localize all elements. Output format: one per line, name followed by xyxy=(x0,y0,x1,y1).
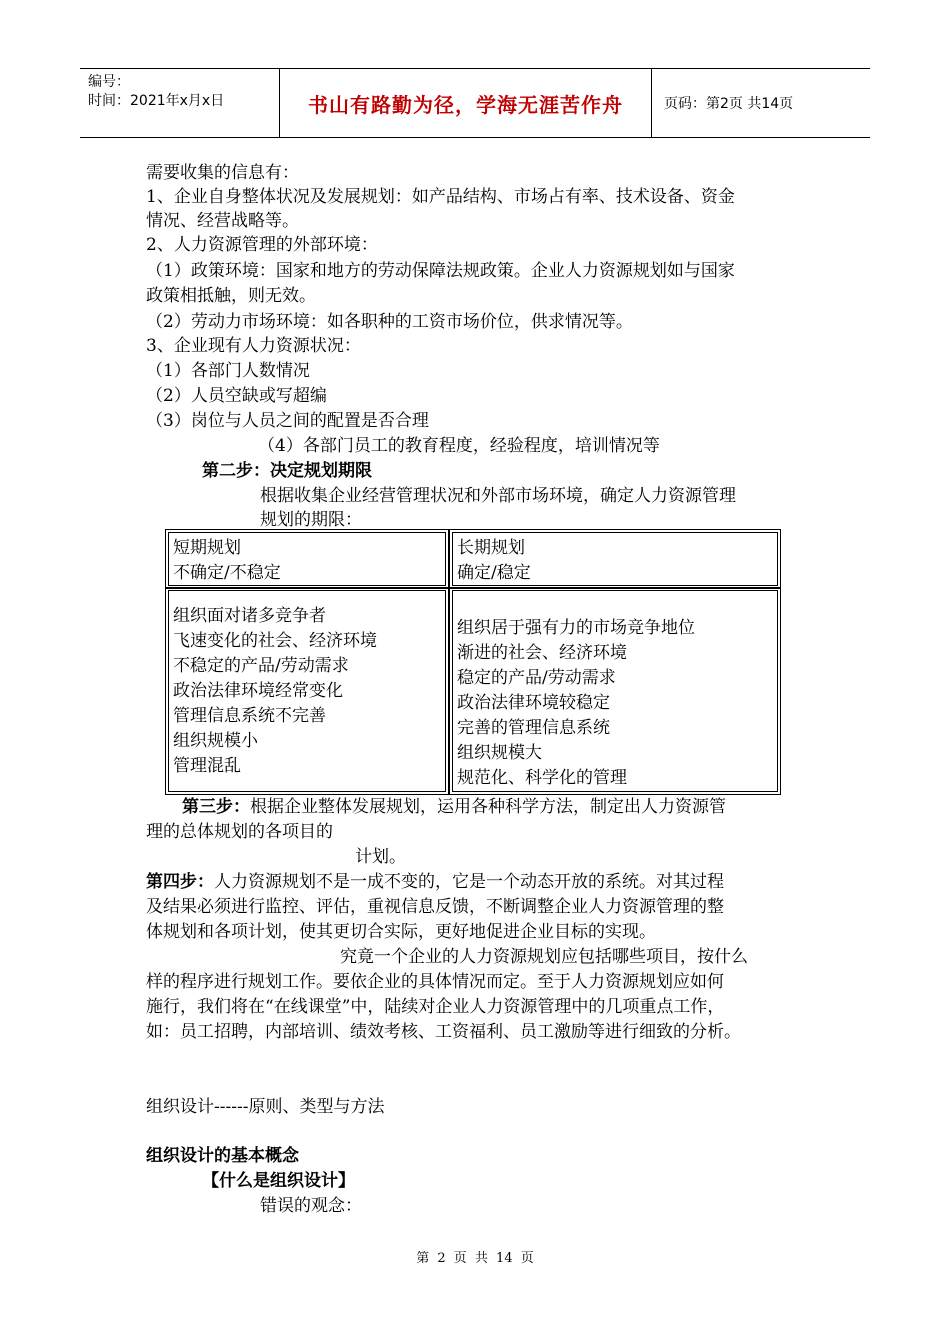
text-line: 及结果必须进行监控、评估，重视信息反馈，不断调整企业人力资源管理的整 xyxy=(146,897,724,917)
header-meta xyxy=(80,69,280,137)
list-item: 管理信息系统不完善 xyxy=(173,706,326,726)
short-term-title: 短期规划 xyxy=(173,538,241,558)
list-item: 不稳定的产品/劳动需求 xyxy=(173,656,349,676)
list-item: 稳定的产品/劳动需求 xyxy=(457,668,616,688)
text-line: 需要收集的信息有： xyxy=(146,163,299,183)
time-label: 时间：2021年x月x日 xyxy=(88,93,225,109)
text-line: 政策相抵触，则无效。 xyxy=(146,286,316,306)
header-motto: 书山有路勤为径，学海无涯苦作舟 xyxy=(280,69,652,137)
list-item: 规范化、科学化的管理 xyxy=(457,768,627,788)
text-line: （4）各部门员工的教育程度，经验程度，培训情况等 xyxy=(258,436,660,456)
list-item: 组织居于强有力的市场竞争地位 xyxy=(457,618,695,638)
number-label: 编号： xyxy=(88,74,130,90)
text-line: （1）政策环境：国家和地方的劳动保障法规政策。企业人力资源规划如与国家 xyxy=(146,261,735,281)
step-four-label: 第四步： xyxy=(146,872,214,892)
text-line: 样的程序进行规划工作。要依企业的具体情况而定。至于人力资源规划应如何 xyxy=(146,972,724,992)
list-item: 飞速变化的社会、经济环境 xyxy=(173,631,377,651)
long-term-list xyxy=(452,590,778,792)
page-footer: 第 2 页 共 14 页 xyxy=(416,1251,534,1266)
list-item: 组织规模小 xyxy=(173,731,258,751)
short-term-header xyxy=(168,532,446,586)
subsection-heading: 【什么是组织设计】 xyxy=(202,1171,355,1191)
list-item: 组织面对诸多竞争者 xyxy=(173,606,326,626)
planning-period-table xyxy=(168,532,780,792)
step-two-heading: 第二步：决定规划期限 xyxy=(202,461,372,481)
text-line: （2）人员空缺或写超编 xyxy=(146,386,327,406)
section-heading: 组织设计的基本概念 xyxy=(146,1146,299,1166)
list-item: 管理混乱 xyxy=(173,756,241,776)
text-line: 规划的期限： xyxy=(260,510,362,530)
long-term-title: 长期规划 xyxy=(457,538,525,558)
text-line: 理的总体规划的各项目的 xyxy=(146,822,333,842)
page-header xyxy=(80,68,870,138)
text-line: 如：员工招聘，内部培训、绩效考核、工资福利、员工激励等进行细致的分析。 xyxy=(146,1022,741,1042)
text-line: 施行，我们将在“在线课堂”中，陆续对企业人力资源管理中的几项重点工作， xyxy=(146,997,725,1017)
list-item: 渐进的社会、经济环境 xyxy=(457,643,627,663)
text-line: （2）劳动力市场环境：如各职种的工资市场价位，供求情况等。 xyxy=(146,312,633,332)
step-three-label: 第三步： xyxy=(182,797,250,817)
text-line: 3、企业现有人力资源状况： xyxy=(146,336,361,356)
text-line: 计划。 xyxy=(355,847,406,867)
text-line: （3）岗位与人员之间的配置是否合理 xyxy=(146,411,429,431)
text-line: （1）各部门人数情况 xyxy=(146,361,310,381)
short-term-list xyxy=(168,590,446,792)
section-title: 组织设计------原则、类型与方法 xyxy=(146,1097,385,1117)
text-line: 情况、经营战略等。 xyxy=(146,211,299,231)
header-page-info: 页码：第2页 共14页 xyxy=(664,96,794,112)
text-line: 根据收集企业经营管理状况和外部市场环境，确定人力资源管理 xyxy=(260,486,736,506)
list-item: 政治法律环境较稳定 xyxy=(457,693,610,713)
list-item: 政治法律环境经常变化 xyxy=(173,681,343,701)
long-term-subtitle: 确定/稳定 xyxy=(457,563,531,583)
step-four-paragraph xyxy=(146,870,724,894)
short-term-subtitle: 不确定/不稳定 xyxy=(173,563,281,583)
text-line: 1、企业自身整体状况及发展规划：如产品结构、市场占有率、技术设备、资金 xyxy=(146,187,735,207)
text-line: 体规划和各项计划，使其更切合实际，更好地促进企业目标的实现。 xyxy=(146,922,656,942)
list-item: 完善的管理信息系统 xyxy=(457,718,610,738)
step-four-text: 人力资源规划不是一成不变的，它是一个动态开放的系统。对其过程 xyxy=(214,872,724,892)
list-item: 组织规模大 xyxy=(457,743,542,763)
step-three-paragraph xyxy=(182,795,726,819)
text-line: 究竟一个企业的人力资源规划应包括哪些项目，按什么 xyxy=(340,947,748,967)
long-term-header xyxy=(452,532,778,586)
text-line: 2、人力资源管理的外部环境： xyxy=(146,235,378,255)
step-three-text: 根据企业整体发展规划，运用各种科学方法，制定出人力资源管 xyxy=(250,797,726,817)
text-line: 错误的观念： xyxy=(260,1196,362,1216)
